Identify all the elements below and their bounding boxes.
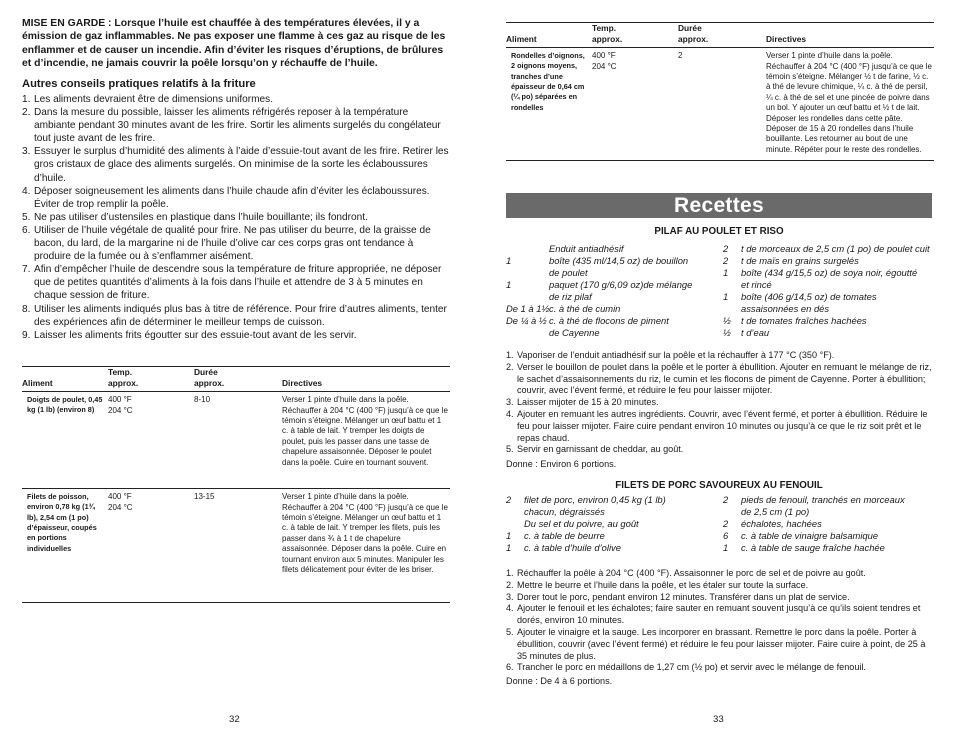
ingredient-row — [723, 530, 933, 542]
ingredient-quantity: 2 — [506, 494, 512, 505]
ingredient-quantity: De 1 à 1½ — [506, 303, 550, 314]
list-item — [506, 444, 936, 456]
list-item-text: Déposer soigneusement les aliments dans l’huile chaude afin d’éviter les éclaboussures. Éviter de trop remplir la poêle. — [34, 185, 430, 210]
recipe-title-porc: FILETS DE PORC SAVOUREUX AU FENOUIL — [615, 480, 823, 491]
col-aliment: Aliment — [22, 377, 53, 388]
ingredients-porc-right — [723, 494, 933, 554]
ingredient-row — [723, 327, 933, 339]
col-directives: Directives — [766, 33, 807, 44]
ingredient-quantity: 1 — [506, 542, 512, 553]
ingredient-text: c. à thé de cumin — [549, 303, 621, 314]
list-item-text: Dans la mesure du possible, laisser les aliments réfrigérés reposer à la température ambiante pendant 30 minutes avant de les frire. Sortir les aliments surgelés du congélateur tout juste avant de les frire. — [34, 107, 441, 145]
list-item-number: 5. — [506, 444, 514, 455]
list-item-text: Laisser les aliments frits égoutter sur des essuie-tout avant de les servir. — [34, 329, 357, 341]
list-item — [22, 263, 452, 302]
cell-aliment: Doigts de poulet, 0,45 kg (1 lb) (environ 8) — [27, 395, 103, 415]
ingredient-text: t de morceaux de 2,5 cm (1 po) de poulet cuit — [741, 243, 930, 254]
list-item-number: 4. — [506, 603, 514, 614]
cell-aliment: Rondelles d’oignons, 2 oignons moyens, tranches d’une épaisseur de 0,64 cm (¼ po) séparées en rondelles — [511, 51, 585, 112]
cell-duree: 13-15 — [194, 492, 215, 502]
list-item-text: Dorer tout le porc, pendant environ 12 minutes. Transférer dans un plat de service. — [517, 591, 850, 602]
frying-table-right — [506, 22, 934, 161]
list-item-number: 1. — [506, 568, 514, 578]
ingredient-quantity: 2 — [723, 255, 729, 266]
ingredient-quantity: ½ — [723, 327, 731, 338]
list-item-text: Afin d’empêcher l’huile de descendre sous la température de friture appropriée, ne déposer que de petites quantités d’aliments à la fois dans l’huile et attendre de 3 à 5 minutes en chaque session de friture. — [34, 264, 442, 302]
list-item-text: Servir en garnissant de cheddar, au goût. — [517, 444, 684, 455]
ingredient-text: et rincé — [741, 279, 772, 290]
list-item — [506, 350, 936, 362]
list-item-number: 2. — [506, 579, 514, 590]
ingredient-row — [723, 267, 933, 279]
list-item — [22, 185, 452, 211]
ingredient-row — [506, 291, 721, 303]
ingredient-text: c. à table de vinaigre balsamique — [741, 530, 879, 541]
cell-temp: 400 °F 204 °C — [108, 492, 133, 512]
list-item-number: 3. — [22, 146, 31, 158]
ingredient-quantity: 1 — [506, 530, 512, 541]
ingredient-text: c. à thé de flocons de piment — [549, 315, 669, 326]
ingredient-row — [723, 279, 933, 291]
list-item-number: 5. — [506, 626, 514, 637]
col-directives: Directives — [282, 377, 323, 388]
ingredient-text: filet de porc, environ 0,45 kg (1 lb) — [524, 494, 666, 505]
list-item — [506, 397, 936, 409]
ingredient-text: pieds de fenouil, tranchés en morceaux — [741, 494, 905, 505]
serves-porc: Donne : De 4 à 6 portions. — [506, 676, 613, 686]
col-temp: Temp. approx. — [592, 23, 623, 44]
list-item — [506, 603, 936, 627]
steps-porc — [506, 568, 936, 674]
ingredient-row — [723, 542, 933, 554]
ingredient-row — [723, 315, 933, 327]
list-item-text: Ajouter le vinaigre et la sauge. Les incorporer en brassant. Remettre le porc dans la poêle. Porter à ébullition, couvrir (avec l’évent fermé) et réduire le feu pour laisser mijoter. Faire cuire à point, de 25 à 35 minutes de plus. — [517, 626, 926, 661]
ingredient-row — [506, 279, 721, 291]
list-item — [22, 93, 452, 106]
list-item — [506, 362, 936, 397]
ingredient-row — [506, 267, 721, 279]
list-item — [506, 662, 936, 674]
list-item-number: 8. — [22, 303, 31, 315]
frying-table-left — [22, 366, 450, 603]
cell-duree: 2 — [678, 51, 683, 61]
ingredient-quantity: 2 — [723, 243, 729, 254]
ingredient-text: c. à table d’huile d’olive — [524, 542, 621, 553]
list-item-text: Utiliser de l’huile végétale de qualité pour frire. Ne pas utiliser du beurre, de la graisse de bacon, du lard, de la margarine ni de l’huile d’olive car ces corps gras ont tendance à produire de la fumée ou à s’enflammer aisément. — [34, 224, 431, 263]
ingredient-row — [506, 243, 721, 255]
list-item — [22, 106, 452, 145]
ingredient-text: paquet (170 g/6,09 oz)de mélange — [549, 279, 693, 290]
ingredient-text: c. à table de beurre — [524, 530, 605, 541]
ingredient-text: t de tomates fraîches hachées — [741, 315, 867, 326]
col-aliment: Aliment — [506, 33, 537, 44]
ingredient-row — [723, 255, 933, 267]
list-item-text: Ajouter en remuant les autres ingrédients. Couvrir, avec l’évent fermé, et porter à ébullition. Réduire le feu pour laisser mijoter. Faire cuire pendant environ 10 minutes ou jusqu’à ce que le riz soit prêt et le repas chaud. — [517, 408, 928, 443]
list-item — [506, 409, 936, 444]
ingredient-text: boîte (434 g/15,5 oz) de soya noir, égoutté — [741, 267, 918, 278]
ingredients-pilaf-left — [506, 243, 721, 339]
list-item — [506, 592, 936, 604]
ingredient-row — [506, 327, 721, 339]
list-item-text: Mettre le beurre et l’huile dans la poêle, et les étaler sur toute la surface. — [517, 579, 809, 590]
ingredient-text: Enduit antiadhésif — [549, 243, 624, 254]
ingredient-row — [723, 243, 933, 255]
ingredient-row — [506, 518, 721, 530]
steps-pilaf — [506, 350, 936, 456]
ingredient-row — [723, 518, 933, 530]
ingredients-pilaf-right — [723, 243, 933, 339]
list-item — [22, 145, 452, 184]
ingredient-quantity: 1 — [723, 542, 729, 553]
list-item-text: Ne pas utiliser d’ustensiles en plastique dans l’huile bouillante; ils fondront. — [34, 211, 368, 223]
ingredient-quantity: 1 — [506, 279, 512, 290]
ingredient-row — [506, 255, 721, 267]
list-item-number: 7. — [22, 264, 31, 276]
ingredient-text: de poulet — [549, 267, 588, 278]
cell-temp: 400 °F 204 °C — [592, 51, 617, 71]
ingredient-quantity: 2 — [723, 494, 729, 505]
list-item-text: Ajouter le fenouil et les échalotes; faire sauter en remuant souvent jusqu’à ce qu’ils soient tendres et dorés, environ 10 minutes. — [517, 603, 921, 626]
ingredient-quantity: De ¼ à ½ — [506, 315, 547, 326]
ingredient-row — [723, 291, 933, 303]
list-item-number: 6. — [506, 662, 514, 673]
list-item-number: 2. — [506, 361, 514, 372]
cell-directives: Verser 1 pinte d’huile dans la poêle. Réchauffer à 204 °C (400 °F) jusqu’à ce que le témoin s’éteigne. Mélanger un œuf battu et 1 c. à table de lait. Y tremper les filets, puis les passer dans ¾ à 1 t de chapelure assaisonnée. Déposer dans la poêle. Cuire en tournant environ aux 5 minutes. Manipuler les filets délicatement pour éviter de les briser. — [282, 492, 448, 575]
ingredient-text: boîte (435 ml/14,5 oz) de bouillon — [549, 255, 689, 266]
ingredient-row — [723, 506, 933, 518]
list-item-number: 2. — [22, 107, 31, 119]
list-item-number: 1. — [22, 94, 31, 105]
table-row — [22, 489, 450, 603]
serves-pilaf: Donne : Environ 6 portions. — [506, 459, 617, 469]
list-item — [22, 303, 452, 329]
ingredient-row — [506, 315, 721, 327]
list-item-number: 9. — [22, 329, 31, 341]
ingredient-row — [506, 542, 721, 554]
cell-duree: 8-10 — [194, 395, 211, 405]
list-item — [22, 211, 452, 224]
ingredient-text: échalotes, hachées — [741, 518, 822, 529]
list-item — [506, 580, 936, 592]
cell-aliment: Filets de poisson, environ 0,78 kg (1¾ lb), 2,54 cm (1 po) d’épaisseur, coupés en portions individuelles — [27, 492, 97, 553]
tips-title: Autres conseils pratiques relatifs à la friture — [22, 78, 256, 90]
col-duree: Durée approx. — [194, 367, 225, 388]
ingredient-text: de 2,5 cm (1 po) — [741, 506, 810, 517]
table-row — [506, 48, 934, 161]
list-item — [22, 329, 452, 342]
ingredient-text: t de maïs en grains surgelés — [741, 255, 859, 266]
ingredient-quantity: 2 — [723, 518, 729, 529]
list-item-text: Réchauffer la poêle à 204 °C (400 °F). Assaisonner le porc de sel et de poivre au goût. — [517, 568, 866, 578]
cell-temp: 400 °F 204 °C — [108, 395, 133, 415]
ingredient-text: Du sel et du poivre, au goût — [524, 518, 639, 529]
list-item-text: Verser le bouillon de poulet dans la poêle et le porter à ébullition. Ajouter en remuant le mélange de riz, le sachet d’assaisonnements du riz, le cumin et les flocons de piment de Cayenne. Porter à ébullition; couvrir, avec l’évent fermé, et réduire le feu pour laisser mijoter. — [517, 361, 932, 396]
list-item-number: 6. — [22, 224, 31, 236]
ingredient-quantity: 6 — [723, 530, 729, 541]
ingredient-row — [506, 506, 721, 518]
ingredient-text: boîte (406 g/14,5 oz) de tomates — [741, 291, 877, 302]
list-item-number: 3. — [506, 591, 514, 602]
warning-text: MISE EN GARDE : Lorsque l’huile est chauffée à des températures élevées, il y a émission de gaz inflammables. Ne pas exposer une flamme à ces gaz au risque de les enflammer et de causer un incendie. Afin d’éviter les risques d’éruptions, de brûlures et d’incendie, ne jamais couvrir la poêle lorsqu’on y réchauffe de l’huile. — [22, 18, 446, 70]
col-duree: Durée approx. — [678, 23, 709, 44]
cell-directives: Verser 1 pinte d’huile dans la poêle. Réchauffer à 204 °C (400 °F) jusqu’à ce que le témoin s’éteigne. Mélanger ½ t de farine, ½ c. à thé de levure chimique, ¼ c. à thé de persil, ¼ c. à thé de sel et une pincée de poivre dans un bol. Y ajouter un œuf battu et ½ t de lait. Déposer les rondelles dans cette pâte. Déposer de 15 à 20 rondelles dans l’huile bouillante. Les retourner au bout de une minute. Répéter pour le reste des rondelles. — [766, 51, 932, 154]
recipe-title-pilaf: PILAF AU POULET ET RISO — [654, 226, 784, 237]
list-item-number: 3. — [506, 397, 514, 408]
ingredient-row — [506, 530, 721, 542]
ingredient-quantity: ½ — [723, 315, 731, 326]
col-temp: Temp. approx. — [108, 367, 139, 388]
list-item — [22, 224, 452, 263]
right-page — [477, 0, 954, 738]
ingredient-quantity: 1 — [723, 267, 729, 278]
list-item-text: Utiliser les aliments indiqués plus bas à titre de référence. Pour frire d’autres aliments, tenter des expériences afin de déterminer le meilleur temps de cuisson. — [34, 303, 447, 328]
list-item — [506, 627, 936, 662]
list-item — [506, 568, 936, 580]
ingredient-row — [506, 303, 721, 315]
page-number: 33 — [713, 714, 724, 725]
cell-directives: Verser 1 pinte d’huile dans la poêle. Réchauffer à 204 °C (400 °F) jusqu’à ce que le témoin s’éteigne. Mélanger un œuf battu et 1 c. à table de lait. Y tremper les doigts de poulet, puis les passer dans une tasse de chapelure assaisonnée. Déposer le poulet dans la poêle. Cuire en tournant souvent. — [282, 395, 448, 467]
list-item-text: Laisser mijoter de 15 à 20 minutes. — [517, 397, 659, 408]
ingredient-text: assaisonnées en dés — [741, 303, 830, 314]
ingredient-quantity: 1 — [723, 291, 729, 302]
table-row — [22, 392, 450, 489]
ingredient-text: t d’eau — [741, 327, 770, 338]
ingredients-porc-left — [506, 494, 721, 554]
list-item-number: 4. — [22, 185, 31, 197]
ingredient-text: de Cayenne — [549, 327, 600, 338]
ingredient-row — [723, 303, 933, 315]
table-header-row — [22, 367, 450, 392]
list-item-text: Vaporiser de l’enduit antiadhésif sur la poêle et la réchauffer à 177 °C (350 °F). — [517, 350, 835, 360]
list-item-number: 1. — [506, 350, 514, 360]
table-header-row — [506, 23, 934, 48]
ingredient-text: de riz pilaf — [549, 291, 592, 302]
tips-list — [22, 93, 452, 342]
list-item-text: Trancher le porc en médaillons de 1,27 cm (½ po) et servir avec le mélange de fenouil. — [517, 662, 866, 673]
ingredient-text: c. à table de sauge fraîche hachée — [741, 542, 885, 553]
recettes-banner: Recettes — [506, 193, 932, 218]
ingredient-row — [723, 494, 933, 506]
ingredient-text: chacun, dégraissés — [524, 506, 605, 517]
ingredient-row — [506, 494, 721, 506]
ingredient-quantity: 1 — [506, 255, 512, 266]
list-item-text: Les aliments devraient être de dimensions uniformes. — [34, 94, 274, 105]
list-item-number: 4. — [506, 408, 514, 419]
list-item-number: 5. — [22, 211, 31, 223]
page-number: 32 — [229, 714, 240, 725]
list-item-text: Essuyer le surplus d’humidité des aliments à l’aide d’essuie-tout avant de les frire. Retirer les gros cristaux de glace des aliments surgelés. On minimise de la sorte les éclaboussures d’huile. — [34, 146, 449, 184]
